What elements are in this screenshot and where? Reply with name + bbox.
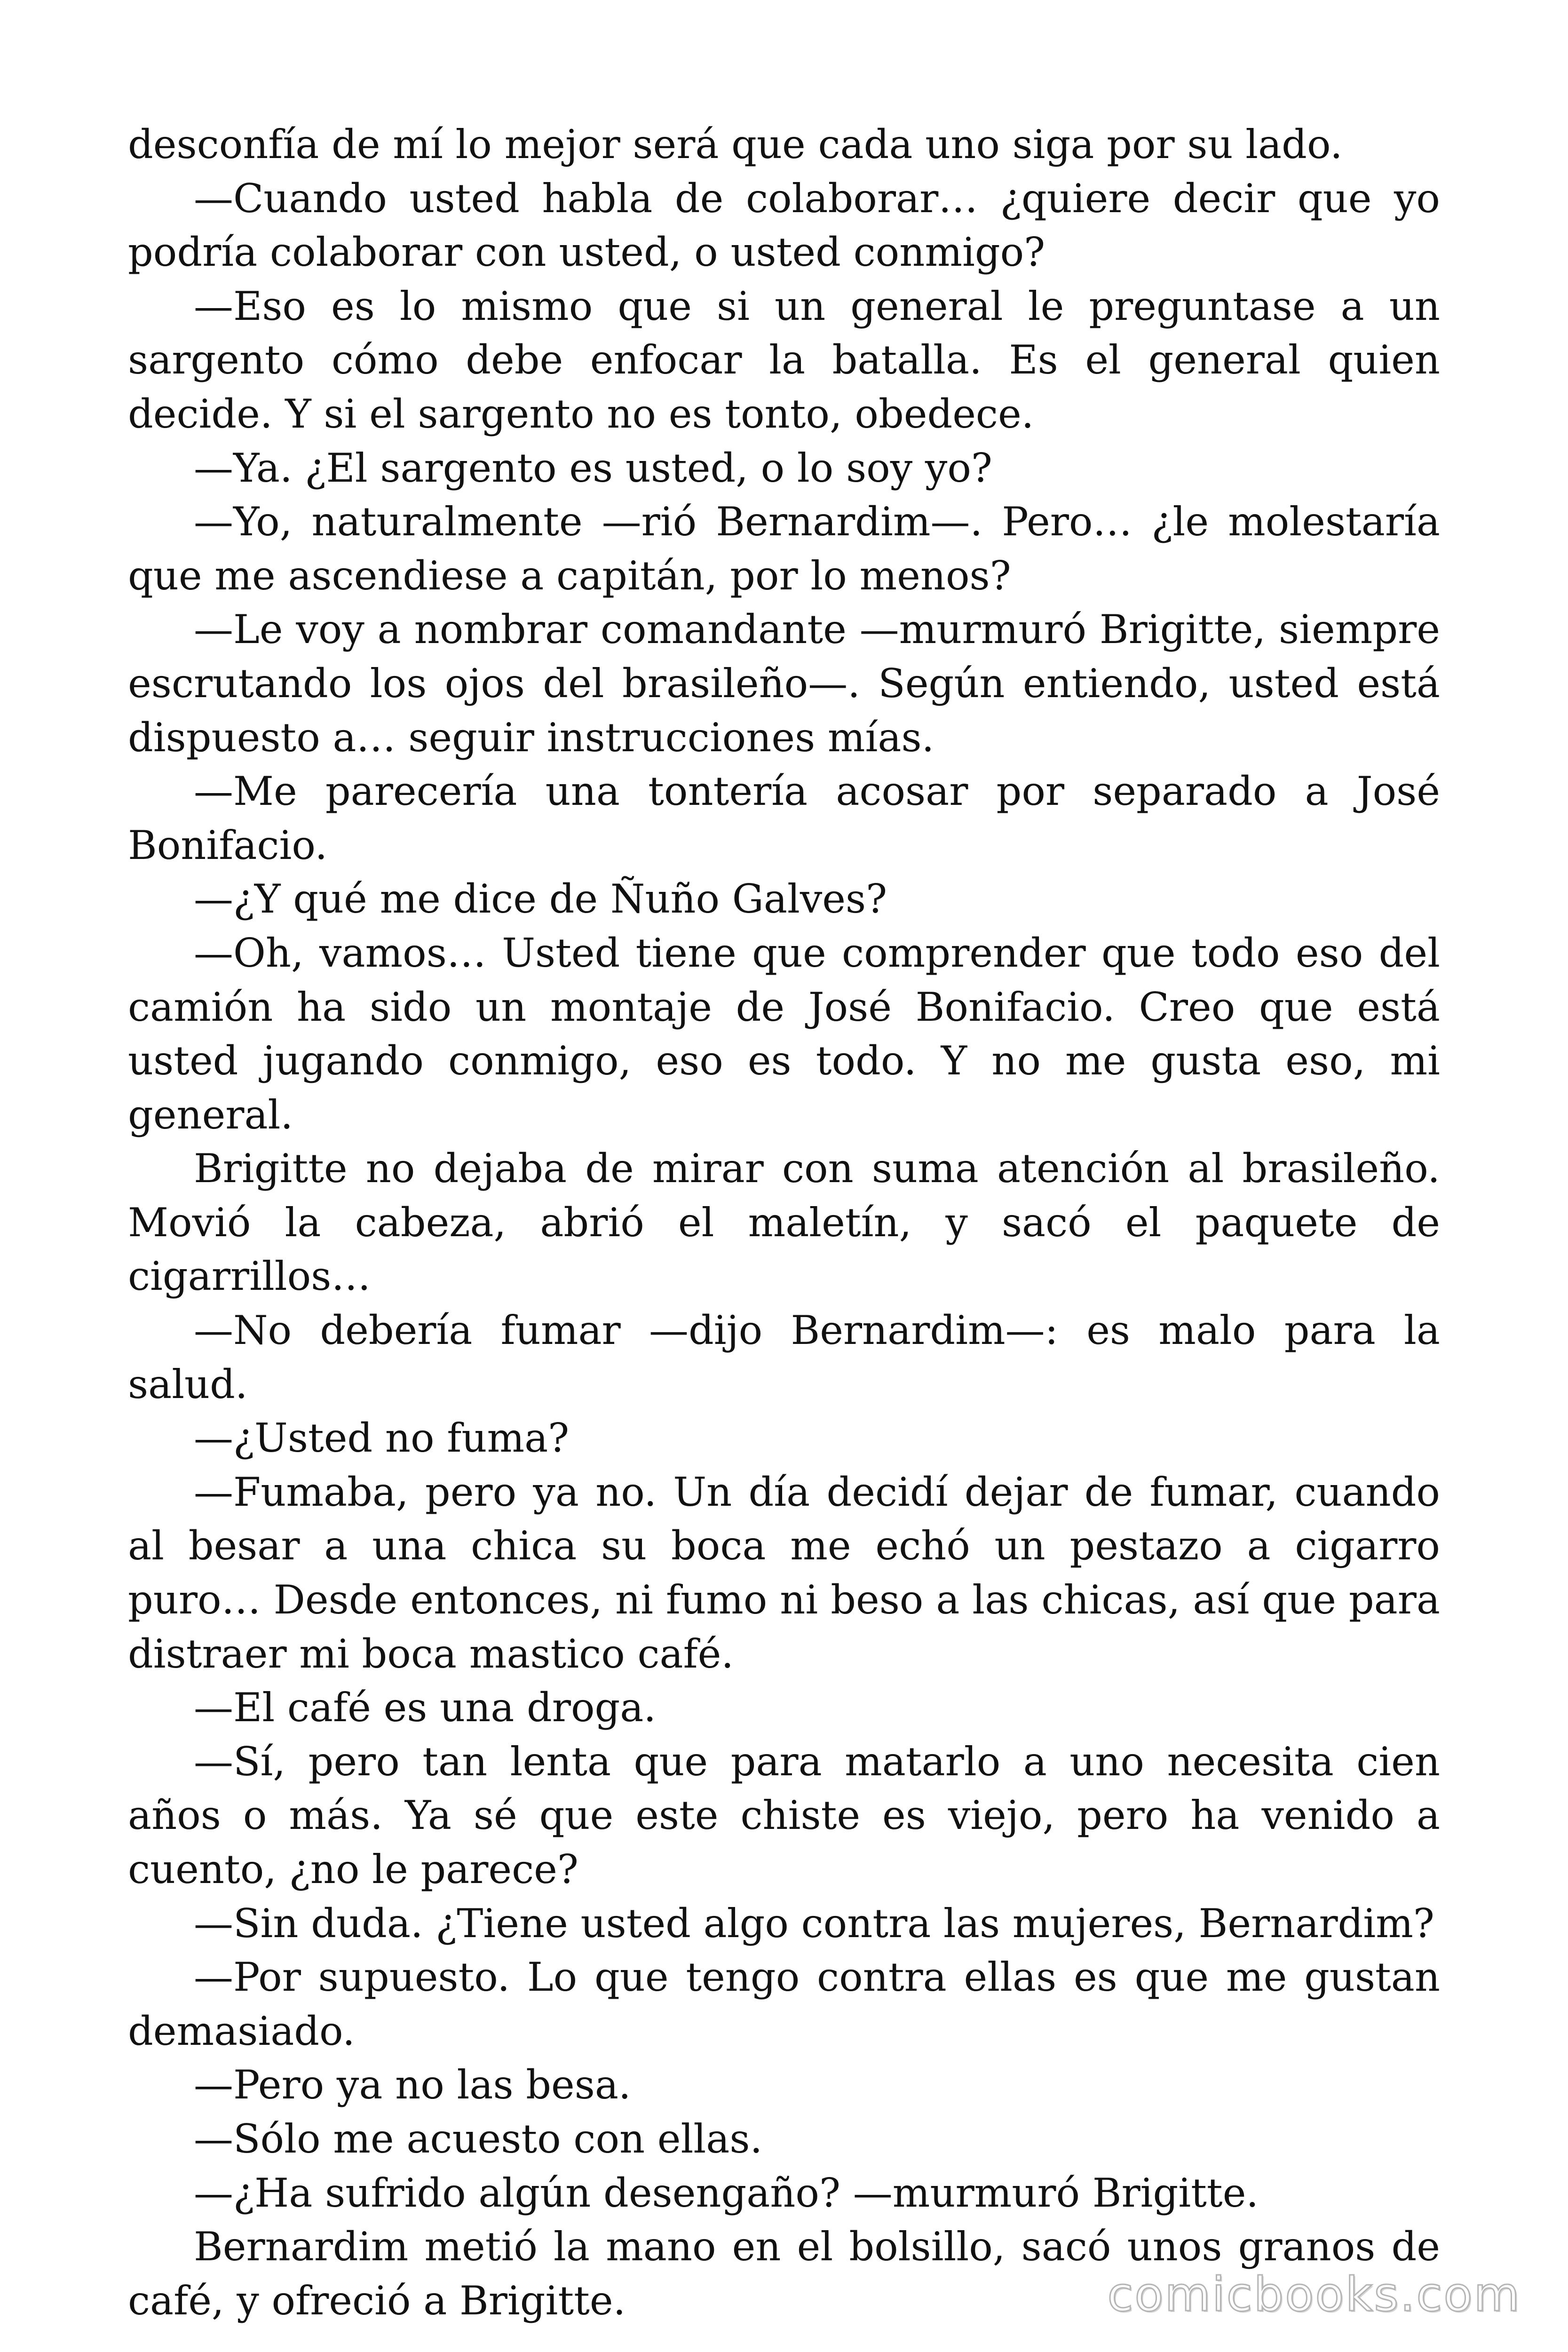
watermark: comicbooks.com bbox=[1107, 2267, 1521, 2322]
paragraph: —¿Y qué me dice de Ñuño Galves? bbox=[194, 876, 887, 922]
paragraph: —Le voy a nombrar comandante —murmuró Brigitte, siempre escrutando los ojos del brasileño—. Según entiendo, usted está dispuesto a… seguir instrucciones mías. bbox=[128, 606, 1440, 761]
paragraph: —Eso es lo mismo que si un general le preguntase a un sargento cómo debe enfocar la batalla. Es el general quien decide. Y si el sargento no es tonto, obedece. bbox=[128, 283, 1440, 437]
paragraph: —Ya. ¿El sargento es usted, o lo soy yo? bbox=[194, 445, 992, 491]
paragraph: —Fumaba, pero ya no. Un día decidí dejar de fumar, cuando al besar a una chica su boca me echó un pestazo a cigarro puro… Desde entonces, ni fumo ni beso a las chicas, así que para distraer mi boca mastico café. bbox=[128, 1469, 1440, 1677]
paragraph: —Por supuesto. Lo que tengo contra ellas es que me gustan demasiado. bbox=[128, 1954, 1440, 2054]
paragraph: —Cuando usted habla de colaborar… ¿quiere decir que yo podría colaborar con usted, o usted conmigo? bbox=[128, 175, 1440, 276]
paragraph: desconfía de mí lo mejor será que cada uno siga por su lado. bbox=[128, 121, 1343, 167]
paragraph: —Yo, naturalmente —rió Bernardim—. Pero… ¿le molestaría que me ascendiese a capitán, por lo menos? bbox=[128, 499, 1440, 599]
body-text bbox=[128, 118, 1440, 2328]
paragraph: —¿Ha sufrido algún desengaño? —murmuró Brigitte. bbox=[194, 2169, 1259, 2216]
paragraph: —Pero ya no las besa. bbox=[194, 2062, 631, 2108]
paragraph: —Sí, pero tan lenta que para matarlo a uno necesita cien años o más. Ya sé que este chiste es viejo, pero ha venido a cuento, ¿no le parece? bbox=[128, 1738, 1440, 1892]
paragraph: —El café es una droga. bbox=[194, 1685, 657, 1731]
paragraph: —Sin duda. ¿Tiene usted algo contra las mujeres, Bernardim? bbox=[194, 1900, 1434, 1947]
paragraph: —Me parecería una tontería acosar por separado a José Bonifacio. bbox=[128, 768, 1440, 868]
paragraph: —No debería fumar —dijo Bernardim—: es malo para la salud. bbox=[128, 1307, 1440, 1407]
paragraph: —Oh, vamos… Usted tiene que comprender que todo eso del camión ha sido un montaje de José Bonifacio. Creo que está usted jugando conmigo, eso es todo. Y no me gusta eso, mi general. bbox=[128, 930, 1440, 1138]
paragraph: Bernardim metió la mano en el bolsillo, sacó unos granos de café, y ofreció a Brigitte. bbox=[128, 2224, 1440, 2324]
paragraph: —¿Usted no fuma? bbox=[194, 1415, 570, 1462]
paragraph: —Sólo me acuesto con ellas. bbox=[194, 2115, 763, 2162]
paragraph: Brigitte no dejaba de mirar con suma atención al brasileño. Movió la cabeza, abrió el maletín, y sacó el paquete de cigarrillos… bbox=[128, 1145, 1440, 1300]
